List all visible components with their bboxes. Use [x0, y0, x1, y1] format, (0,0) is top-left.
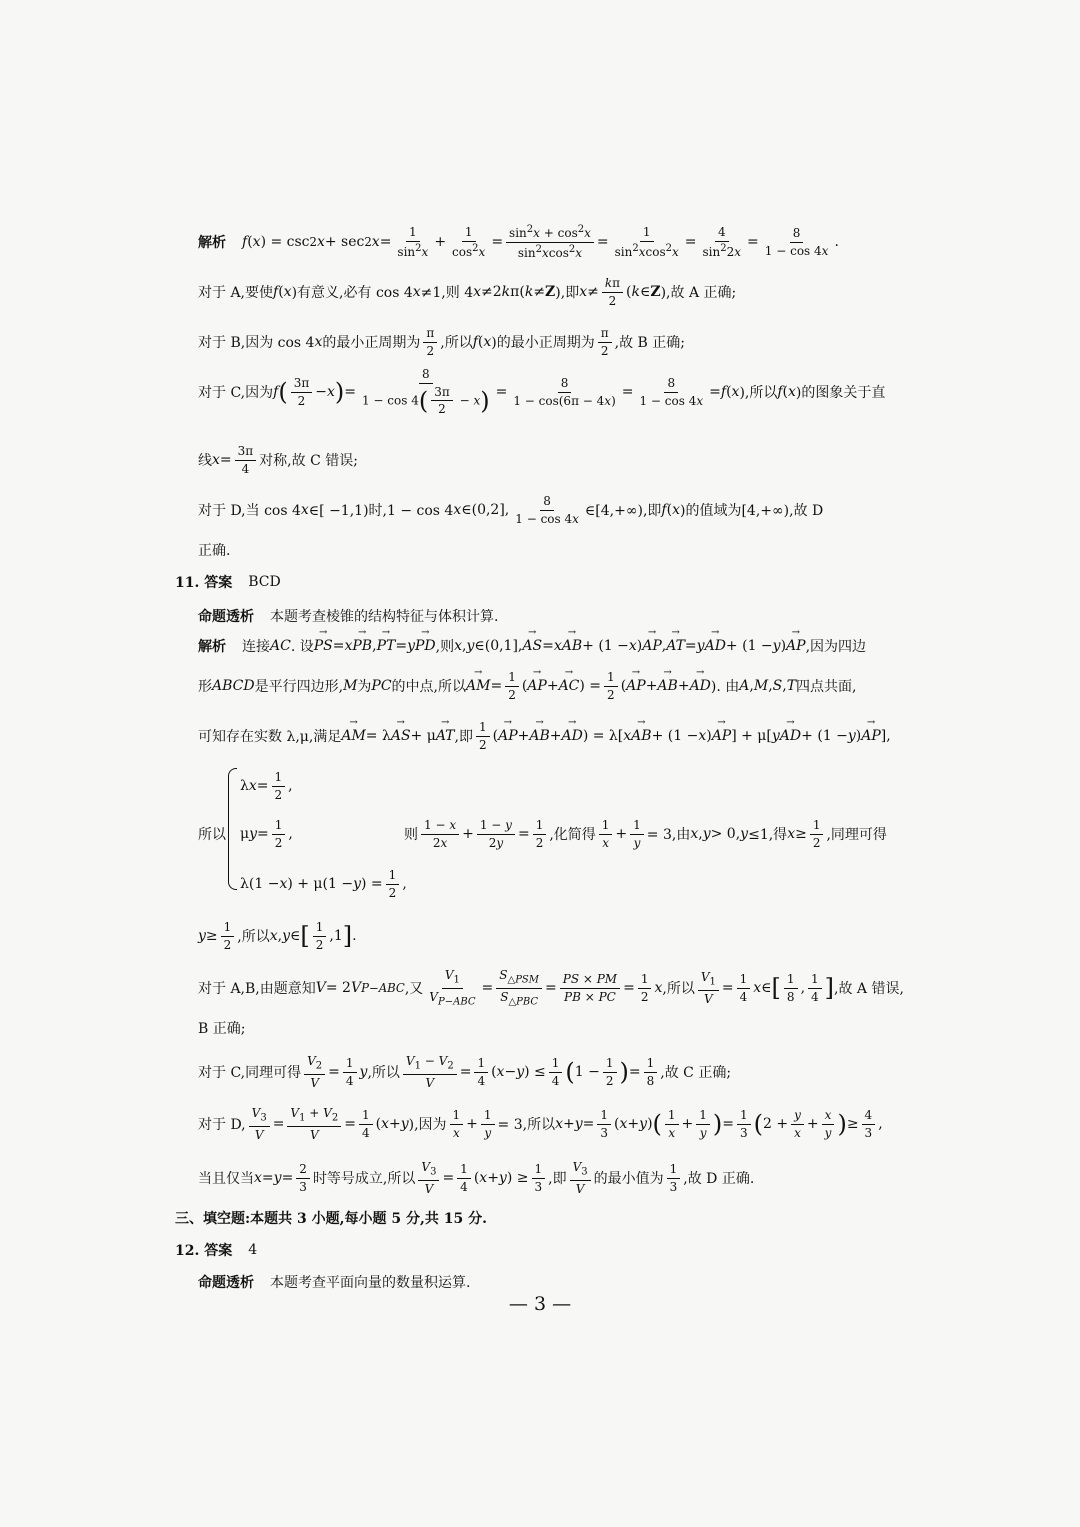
q12-answer: 4: [248, 1242, 258, 1258]
q12-answer-label: 12. 答案: [175, 1243, 233, 1259]
q11-answer: BCD: [248, 574, 281, 590]
q11-answer-label: 11. 答案: [175, 575, 233, 591]
q11-system-prefix: 所以: [198, 827, 226, 843]
q11-insight-label: 命题透析: [198, 609, 254, 625]
system-eq-1: λ x = $\frac{1}{2}$ ,: [240, 770, 293, 802]
q10-option-c-line-2: 线 x = $\frac{3\pi}{4}$ 对称,故 C 错误;: [198, 444, 358, 476]
q12-insight: 本题考查平面向量的数量积运算.: [270, 1275, 471, 1291]
system-eq-2: μ y = $\frac{1}{2}$ ,: [240, 818, 293, 850]
q10-option-b: 对于 B,因为 cos 4 x 的最小正周期为 $\frac{\pi}{2}$ ,所以 f ( x )的最小正周期为 $\frac{\pi}{2}$ ,故 B 正确;: [198, 326, 685, 358]
q11-solution-line-3: 可知存在实数 λ,μ,满足 → AM = λ → AS + μ → AT ,即 $\frac{1}{2}$ ( → AP + → AB + → AD ) = λ[ x → AB + (1 − x ) → AP ] + μ[ y → AD + (1 − y ) → AP ],: [0, 716, 1080, 756]
q11-option-d-line-1: 对于 D, $\frac{V_3}{V}$ = $\frac{V_1 + V_2}{V}$ = $\frac{1}{4}$ ( x + y ),因为 $\frac{1}{x}$ + $\frac{1}{y}$ = 3,所以 x + y = $\frac{1}{3}$ ( x + y ) ( $\frac{1}{x}$ + $\frac{1}{y}$ ) = $\frac{1}{3}$ ( 2 + $\frac{y}{x}$ + $\frac{x}{y}$ ) ≥ $\frac{4}{3}$ ,: [198, 1106, 883, 1142]
system-eq-3: λ(1 − x ) + μ(1 − y ) = $\frac{1}{2}$ ,: [240, 868, 407, 900]
q10-option-c-line-1: 对于 C,因为 f ( $\frac{3\pi}{2}$ − x ) = 8 1 − cos 4( $\frac{3\pi}{2}$ − x) = $\frac{8}{1 - \cos(6\pi - 4x)}$ = $\frac{8}{1 - \cos 4x}$ = f ( x ),所以 f ( x )的图象关于直: [198, 367, 886, 417]
solution-label: 解析: [198, 235, 226, 251]
q11-system-after: 则 $\frac{1 - x}{2x}$ + $\frac{1 - y}{2y}$ = $\frac{1}{2}$ ,化简得 $\frac{1}{x}$ + $\frac{1}{y}$ = 3,由 x , y > 0, y ≤1,得 x ≥ $\frac{1}{2}$ ,同理可得: [404, 818, 887, 850]
page-number: — 3 —: [508, 1293, 572, 1315]
q10-option-a: 对于 A,要使 f ( x )有意义,必有 cos 4 x ≠1,则 4 x ≠2 k π( k ≠ Z ),即 x ≠ $\frac{k\pi}{2}$ ( k ∈ Z ),故 A 正确;: [198, 276, 737, 308]
q10-option-d-line-2: 正确.: [198, 543, 231, 559]
q11-solution-label: 解析: [198, 639, 226, 655]
q11-option-d-line-2: 当且仅当 x = y = $\frac{2}{3}$ 时等号成立,所以 $\frac{V_3}{V}$ = $\frac{1}{4}$ ( x + y ) ≥ $\frac{1}{3}$ ,即 $\frac{V_3}{V}$ 的最小值为 $\frac{1}{3}$ ,故 D 正确.: [198, 1160, 755, 1196]
q12-insight-label: 命题透析: [198, 1275, 254, 1291]
system-brace: [228, 768, 237, 890]
q10-option-d-line-1: 对于 D,当 cos 4 x ∈[ −1,1)时,1 − cos 4 x ∈(0,2], $\frac{8}{1 - \cos 4x}$ ∈[4,+∞),即 f ( x )的值域为[4,+∞),故 D: [198, 494, 824, 526]
q11-solution-line-2: 形 ABCD 是平行四边形, M 为 PC 的中点,所以 → AM = $\frac{1}{2}$ ( → AP + → AC ) = $\frac{1}{2}$ ( → AP + → AB + → AD ). 由 A , M , S , T 四点共面,: [0, 666, 1080, 706]
q11-insight: 本题考查棱锥的结构特征与体积计算.: [270, 609, 499, 625]
q11-option-ab-line-1: 对于 A,B,由题意知 V = 2 V P−ABC ,又 $\frac{V_1}{V_{P-ABC}}$ = $\frac{S_{\triangle PSM}}{S_{\triangle PBC}}$ = $\frac{PS \times PM}{PB \times PC}$ = $\frac{1}{2}$ x ,所以 $\frac{V_1}{V}$ = $\frac{1}{4}$ x ∈ [ $\frac{1}{8}$ , $\frac{1}{4}$ ] ,故 A 错误,: [198, 968, 904, 1007]
q10-solution-line-1: 解析 f ( x ) = csc 2 x + sec 2 x = $\frac{1}{\sin^2x}$ + $\frac{1}{\cos^2x}$ = $\frac{\sin^2x + \cos^2x}{\sin^2xcos^2x}$ = $\frac{1}{\sin^2xcos^2x}$ = $\frac{4}{\sin^22x}$ = $\frac{8}{1 - \cos 4x}$ .: [198, 224, 839, 260]
section-3-heading: 三、填空题:本题共 3 小题,每小题 5 分,共 15 分.: [175, 1211, 487, 1227]
q11-solution-line-4: y ≥ $\frac{1}{2}$ ,所以 x , y ∈ [ $\frac{1}{2}$ ,1 ] .: [198, 920, 357, 952]
q11-option-ab-line-2: B 正确;: [198, 1021, 246, 1037]
q11-solution-line-1: 解析 连接 AC . 设 → PS = x → PB , → PT = y → PD ,则 x , y ∈(0,1], → AS = x → AB + (1 − x ) → AP , → AT = y → AD + (1 − y ) → AP ,因为四边: [0, 626, 1080, 666]
q11-option-c: 对于 C,同理可得 $\frac{V_2}{V}$ = $\frac{1}{4}$ y ,所以 $\frac{V_1 - V_2}{V}$ = $\frac{1}{4}$ ( x − y ) ≤ $\frac{1}{4}$ ( 1 − $\frac{1}{2}$ ) = $\frac{1}{8}$ ,故 C 正确;: [198, 1054, 732, 1090]
